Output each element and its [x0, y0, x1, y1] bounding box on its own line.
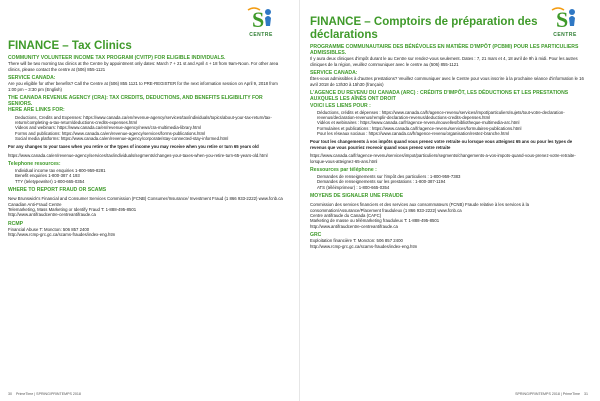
telephone-list — [8, 168, 286, 184]
svg-text:S: S — [556, 7, 569, 32]
links-list — [8, 115, 286, 141]
list-item: • Benefit enquiries 1-800-387 4 193 — [15, 173, 286, 178]
list-item[interactable]: • Déductions, crédits et dépenses : https://www.canada.ca/fr/agence-revenu/services/impot/particuliers/sujets/tout-votre-declaration-revenus/declaration-revenus/remplir-declaration-revenus/deductions-credits-depenses.html — [317, 110, 588, 121]
rcmp-line: Exploitation financière T: Moncton: 506 857 2400 — [310, 238, 403, 244]
rcmp-link[interactable]: http://www.rcmp-grc.gc.ca/scams-fraudes/index-eng.htm — [8, 232, 116, 238]
footer-text: PrimeTime | SPRING/PRINTEMPS 2018 — [16, 392, 81, 396]
list-item[interactable]: • Pour les réseaux sociaux : https://www.canada.ca/fr/agence-revenu/organisation/restez-branche.html — [317, 131, 588, 136]
rcmp-heading: RCMP — [8, 220, 23, 227]
logo-wordmark: CENTRE — [553, 32, 577, 38]
left-page — [8, 0, 290, 401]
volunteer-heading: PROGRAMME COMMUNAUTAIRE DES BÉNÉVOLES EN MATIÈRE D'IMPÔT (PCBMI) POUR LES PARTICULIERS ADMISSIBLES. — [310, 44, 579, 57]
links-heading: VOICI LES LIENS POUR : — [310, 102, 371, 109]
report-fraud-heading: WHERE TO REPORT FRAUD OR SCAMS — [8, 187, 107, 194]
service-canada-heading: SERVICE CANADA: — [310, 70, 358, 77]
logo-wordmark: CENTRE — [249, 32, 273, 38]
report-line: Canadian Anti-Fraud Centre — [8, 201, 62, 207]
report-fraud-heading: MOYENS DE SIGNALER UNE FRAUDE — [310, 193, 404, 200]
footer-text: SPRING/PRINTEMPS 2018 | PrimeTime — [515, 392, 580, 396]
page-content — [310, 44, 588, 249]
changes-link[interactable]: https://www.canada.ca/fr/agence-revenu/services/impot/particuliers/segments/changements-a-vos-impots-quand-vous-prenez-votre-retraite-lorsque-vous-atteignez-65-ans.html — [310, 153, 576, 164]
links-list — [310, 110, 588, 136]
page-number: 31 — [584, 392, 588, 396]
service-canada-heading: SERVICE CANADA: — [8, 75, 56, 82]
service-canada-text: Are you eligible for other benefits? Call the Centre at (506) 855 1121 to PRE-REGISTER for the next information session on April 9, 2018 from 1:00 pm – 3:30 pm (English) — [8, 81, 278, 92]
list-item[interactable]: • Deductions, Credits and Expenses: https://www.canada.ca/en/revenue-agency/services/tax/individuals/topics/about-your-tax-return/tax-return/completing-a-tax-return/deductions-credits-expenses.html — [15, 115, 286, 126]
list-item: • ATS (téléimprimeur) : 1-800-665-0354 — [317, 185, 588, 190]
service-canada-text: Êtes-vous admissibles à d'autres prestations? Veuillez communiquer avec le Centre pour vous inscrire à la prochaine séance d'information le 16 avril 2018 de 13h30 à 15h30 (français) — [310, 76, 584, 87]
report-link[interactable]: http://www.antifraudcentre-centreantifraude.ca — [310, 223, 398, 229]
page-footer — [515, 392, 588, 396]
report-line: New Brunswick's Financial and Consumer Services Commission (FCNB) Consumer/Insurance/ Investment Fraud (1 866 933-2222) www.fcnb.ca — [8, 196, 283, 202]
list-item: • Demandes de renseignements sur les prestations : 1-800-387-1194 — [317, 179, 588, 184]
centre-logo — [244, 6, 278, 40]
report-line: Marketing de masse ou télémarketing frauduleux T: 1-888-495-8501 — [310, 218, 440, 224]
cra-heading: L'AGENCE DU REVENU DU CANADA (ARC) : CRÉDITS D'IMPÔT, LES DÉDUCTIONS ET LES PRESTATIONS AUXQUELS LES AÎNÉS ONT DROIT — [310, 90, 569, 103]
list-item: • Individual income tax enquiries 1-800-959-8281 — [15, 168, 286, 173]
rcmp-link[interactable]: http://www.rcmp-grc.gc.ca/scams-fraudes/index-eng.htm — [310, 243, 418, 249]
volunteer-text: There will be two morning tax clinics at the Centre by appointment only dates: March 7 + 21 st and April 4 + 18 from 9am-Noon. For other area clinics, please contact the centre at (506) 855-1121 — [8, 61, 279, 72]
telephone-list — [310, 174, 588, 190]
centre-logo — [548, 6, 582, 40]
list-item[interactable]: • Forms and publications: https://www.canada.ca/en/revenue-agency/services/forms-publications.html — [15, 131, 286, 136]
report-link[interactable]: http://www.antifraudcentre-centreantifraude.ca — [8, 212, 96, 218]
centre-logo-mark-icon — [244, 6, 278, 32]
page-title: FINANCE – Comptoirs de préparation des déclarations — [310, 16, 538, 41]
list-item[interactable]: • Videos and webinars: https://www.canada.ca/en/revenue-agency/news/cra-multimedia-library.html — [15, 125, 286, 130]
links-heading: HERE ARE LINKS FOR: — [8, 107, 65, 114]
list-item: • Demandes de renseignements sur l'impôt des particuliers : 1-800-959-7383 — [317, 174, 588, 179]
list-item[interactable]: • Social media platforms: https://www.canada.ca/en/revenue-agency/corporate/stay-connected-stay-informed.html — [15, 136, 286, 141]
page-number: 30 — [8, 392, 12, 396]
rcmp-heading: GRC — [310, 232, 322, 239]
cra-heading: THE CANADA REVENUE AGENCY (CRA): TAX CREDITS, DEDUCTIONS, AND BENEFITS ELIGIBILITY FOR SENIORS. — [8, 95, 263, 108]
report-line: Centre antifraude du Canada (CAFC) — [310, 213, 382, 219]
volunteer-heading: COMMUNITY VOLUNTEER INCOME TAX PROGRAM (CVITP) FOR ELIGIBLE INDIVIDUALS. — [8, 55, 226, 61]
svg-text:S: S — [252, 7, 265, 32]
telephone-heading: Telephone resources: — [8, 160, 61, 167]
report-line: Commission des services financiers et des services aux consommateurs (FCNB) Fraude relative à les services à la consommation/Assurance/Placement frauduleux (1 866 933-2222) www.fcnb.ca — [310, 202, 529, 213]
page-content — [8, 55, 286, 238]
volunteer-text: Il y aura deux cliniques d'impôt durant le au Centre sur rendez-vous seulement. Dates : 7, 21 mars et 4, 18 avril de 9h à midi. Pour les autres cliniques de la région, veuillez communiquer avec le centre au (506) 855-1121 — [310, 56, 578, 67]
page-footer — [8, 392, 81, 396]
centre-logo-mark-icon — [548, 6, 582, 32]
changes-heading: Pour tout les changements à vos impôts quand vous prenez votre retraite ou lorsque vous atteignez 65 ans ou pour les types de revenus que vous pourriez recevoir quand vous prenez votre retraite — [310, 139, 573, 150]
right-page — [310, 0, 592, 401]
changes-link[interactable]: https://www.canada.ca/en/revenue-agency/services/tax/individuals/segments/changes-your-taxes-when-you-retire-turn-65-years-old.html — [8, 152, 268, 158]
page-gutter-divider — [299, 0, 300, 401]
list-item: • TTY (teletypewriter) 1-800-665-0354 — [15, 179, 286, 184]
list-item[interactable]: • Formulaires et publications : https://www.canada.ca/fr/agence-revenu/services/formulaires-publications.html — [317, 126, 588, 131]
rcmp-line: Financial Abuse T: Moncton: 506 857 2400 — [8, 227, 90, 233]
report-line: Telemarketing, Mass Marketing or Identify Fraud T: 1-888-495-8501 — [8, 207, 137, 213]
list-item[interactable]: • Vidéos et webinaires : https://www.canada.ca/fr/agence-revenu/nouvelles/bibliotheque-multimedia-arc.html — [317, 120, 588, 125]
page-title: FINANCE – Tax Clinics — [8, 40, 132, 52]
changes-heading: For any changes to your taxes when you retire or the types of income you may receive when you retire or turn 65 years old — [8, 144, 259, 150]
telephone-heading: Ressources par téléphone : — [310, 166, 377, 173]
